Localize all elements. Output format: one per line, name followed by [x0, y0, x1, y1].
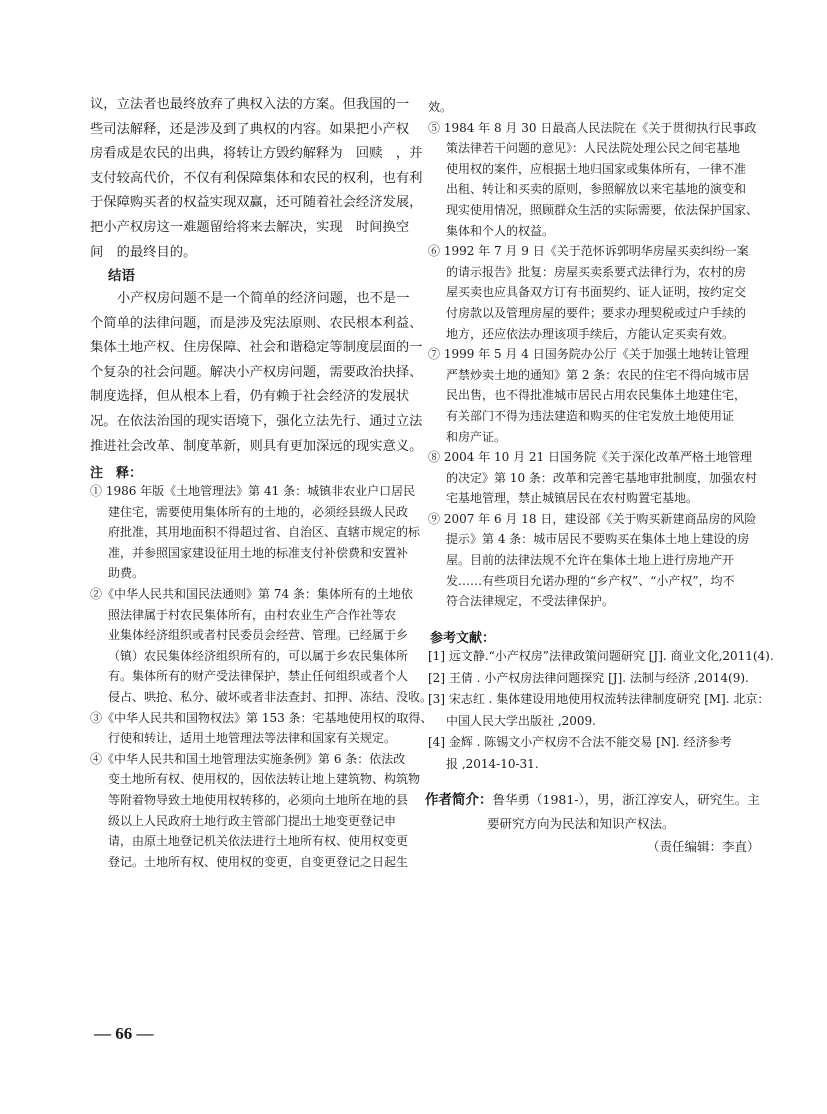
footnote-line: 符合法律规定，不受法律保护。	[446, 594, 615, 609]
editor-credit: （责任编辑：李直）	[647, 839, 760, 854]
footnote-line: ③《中华人民共和国物权法》第 153 条：宅基地使用权的取得、	[90, 710, 433, 725]
footnote	[90, 708, 433, 749]
conclusion-line: 集体土地产权、住房保障、社会和谐稳定等制度层面的一	[90, 340, 423, 356]
references-heading: 参考文献：	[430, 631, 496, 646]
footnote	[428, 241, 753, 344]
footnote-line: 民出售，也不得批准城市居民占用农民集体土地建住宅，	[446, 388, 747, 403]
footnote-line: 侵占、哄抢、私分、破坏或者非法查封、扣押、冻结、没收。	[108, 689, 433, 704]
footnote-line: 变土地所有权、使用权的，因依法转让地上建筑物、构筑物	[108, 772, 421, 787]
left-notes	[90, 481, 433, 872]
footnote	[428, 447, 757, 509]
reference-line: [3] 宋志红 . 集体建设用地使用权流转法律制度研究 [M]. 北京：	[428, 692, 770, 707]
right-notes	[428, 97, 759, 612]
author-text-1: 鲁华勇（1981-），男，浙江淳安人，研究生。主	[492, 792, 760, 807]
body-line: 些司法解释，还是涉及到了典权的内容。如果把小产权	[90, 121, 410, 137]
reference-line: [1] 远文静.“小产权房”法律政策问题研究 [J]. 商业文化,2011(4).	[428, 649, 774, 663]
footnote-line: 登记。土地所有权、使用权的变更，自变更登记之日起生	[108, 854, 409, 869]
body-line: 把小产权房这一难题留给将来去解决，实现 时间换空	[90, 219, 410, 235]
footnote-line: ⑦ 1999 年 5 月 4 日国务院办公厅《关于加强土地转让管理	[428, 347, 749, 362]
footnote-line: 效。	[428, 100, 453, 114]
reference	[428, 668, 758, 690]
references-list	[428, 646, 774, 776]
footnote-line: 地方，还应依法办理该项手续后，方能认定买卖有效。	[446, 326, 735, 341]
author-text-2: 要研究方向为民法和知识产权法。	[487, 816, 675, 831]
left-body-text	[90, 93, 423, 265]
body-line: 房看成是农民的出典，将转让方毁约解释为 回赎 ，并	[90, 146, 423, 162]
footnote-line: 等附着物导致土地使用权转移的，必须向土地所在地的县	[108, 792, 409, 807]
footnote-line: 屋买卖也应具备双方订有书面契约、证人证明，按约定交	[446, 285, 747, 300]
footnote	[90, 584, 433, 708]
reference	[428, 732, 758, 775]
footnote-line: ②《中华人民共和国民法通则》第 74 条：集体所有的土地依	[90, 586, 413, 601]
footnote-line: 出租、转让和买卖的原则，参照解放以来宅基地的演变和	[446, 182, 747, 197]
notes-heading: 注 释：	[90, 466, 143, 481]
author-bio	[425, 788, 785, 858]
footnote-line: 宅基地管理，禁止城镇居民在农村购置宅基地。	[446, 491, 699, 506]
author-label: 作者简介：	[425, 792, 493, 808]
footnote-line: （镇）农民集体经济组织所有的，可以属于乡农民集体所	[108, 648, 409, 663]
conclusion-line: 小产权房问题不是一个简单的经济问题，也不是一	[117, 291, 410, 306]
footnote-line: 有。集体所有的财产受法律保护，禁止任何组织或者个人	[108, 669, 409, 684]
footnote-line: 助费。	[108, 566, 145, 581]
footnote-line: 照法律属于村农民集体所有，由村农业生产合作社等农	[108, 607, 397, 622]
footnote-line: 行使和转让，适用土地管理法等法律和国家有关规定。	[108, 731, 397, 746]
conclusion-line: 况。在依法治国的现实语境下，强化立法先行、通过立法	[90, 413, 423, 429]
footnote-line: 严禁炒卖土地的通知》第 2 条：农民的住宅不得向城市居	[446, 367, 750, 382]
footnote-line: ⑧ 2004 年 10 月 21 日国务院《关于深化改革严格土地管理	[428, 450, 752, 465]
footnote-line: 策法律若干问题的意见》：人民法院处理公民之间宅基地	[446, 141, 741, 156]
footnote-line: 有关部门不得为违法建造和购买的住宅发放土地使用证	[446, 408, 735, 423]
footnote	[90, 481, 421, 584]
footnote-line: 的决定》第 10 条：改革和完善宅基地审批制度，加强农村	[446, 470, 757, 485]
conclusion-line: 推进社会改革、制度革新，则具有更加深远的现实意义。	[90, 438, 423, 454]
page-number: — 66 —	[94, 1024, 154, 1043]
footnote-line: 集体和个人的权益。	[446, 223, 555, 238]
footnote-line: ⑤ 1984 年 8 月 30 日最高人民法院在《关于贯彻执行民事政	[428, 120, 757, 135]
reference-line: [2] 王倩 . 小产权房法律问题探究 [J]. 法制与经济 ,2014(9).	[428, 670, 749, 685]
footnote-line: 现实使用情况，照顾群众生活的实际需要，依法保护国家、	[446, 202, 759, 217]
body-line: 支付较高代价，不仅有利保障集体和农民的权利，也有利	[90, 170, 423, 186]
footnote-line: 建住宅，需要使用集体所有的土地的，必须经县级人民政	[108, 504, 409, 519]
footnote-line: ⑨ 2007 年 6 月 18 日，建设部《关于购买新建商品房的风险	[428, 511, 757, 526]
reference	[428, 689, 770, 732]
conclusion-line: 制度选择，但从根本上看，仍有赖于社会经济的发展状	[90, 389, 410, 405]
conclusion-text	[90, 287, 423, 459]
footnote-line: 付房款以及管理房屋的要件；要求办理契税或过户手续的	[446, 305, 747, 320]
footnote-line: 使用权的案件，应根据土地归国家或集体所有，一律不准	[446, 161, 747, 176]
reference-line: 中国人民大学出版社 ,2009.	[446, 713, 596, 728]
footnote-line: ① 1986 年版《土地管理法》第 41 条：城镇非农业户口居民	[90, 484, 416, 498]
footnote-line: 业集体经济组织或者村民委员会经营、管理。已经属于乡	[108, 628, 409, 643]
body-line: 议，立法者也最终放弃了典权入法的方案。但我国的一	[90, 97, 410, 112]
conclusion-line: 个复杂的社会问题。解决小产权房问题，需要政治抉择、	[90, 364, 423, 380]
footnote-line: 屋。目前的法律法规不允许在集体土地上进行房地产开	[446, 553, 735, 568]
footnote-line: 请，由原土地登记机关依法进行土地所有权、使用权变更	[108, 834, 409, 849]
footnote-line: 府批准，其用地面积不得超过省、自治区、直辖市规定的标	[108, 525, 421, 540]
footnote	[428, 97, 753, 118]
reference	[428, 646, 774, 668]
body-line: 间 的最终目的。	[90, 244, 197, 260]
footnote	[90, 749, 421, 873]
footnote	[428, 344, 753, 447]
footnote-line: 发……有些项目允诺办理的“乡产权”、“小产权”，均不	[446, 573, 735, 588]
footnote	[428, 509, 757, 612]
footnote-line: 准，并参照国家建设征用土地的标准支付补偿费和安置补	[108, 545, 409, 560]
footnote-line: 和房产证。	[446, 429, 507, 444]
footnote-line: 级以上人民政府土地行政主管部门提出土地变更登记申	[108, 813, 397, 828]
body-line: 于保障购买者的权益实现双赢，还可随着社会经济发展，	[90, 195, 423, 211]
reference-line: [4] 金辉 . 陈锡文小产权房不合法不能交易 [N]. 经济参考	[428, 735, 732, 750]
reference-line: 报 ,2014-10-31.	[446, 756, 539, 771]
footnote-line: 的请示报告》批复：房屋买卖系要式法律行为，农村的房	[446, 264, 747, 279]
footnote-line: ④《中华人民共和国土地管理法实施条例》第 6 条：依法改	[90, 751, 406, 766]
conclusion-line: 个简单的法律问题，而是涉及宪法原则、农民根本利益、	[90, 315, 423, 331]
conclusion-heading: 结语	[108, 268, 135, 284]
footnote-line: ⑥ 1992 年 7 月 9 日《关于范怀诉郭明华房屋买卖纠纷一案	[428, 244, 749, 259]
footnote	[428, 118, 759, 242]
footnote-line: 提示》第 4 条：城市居民不要购买在集体土地上建设的房	[446, 532, 750, 547]
